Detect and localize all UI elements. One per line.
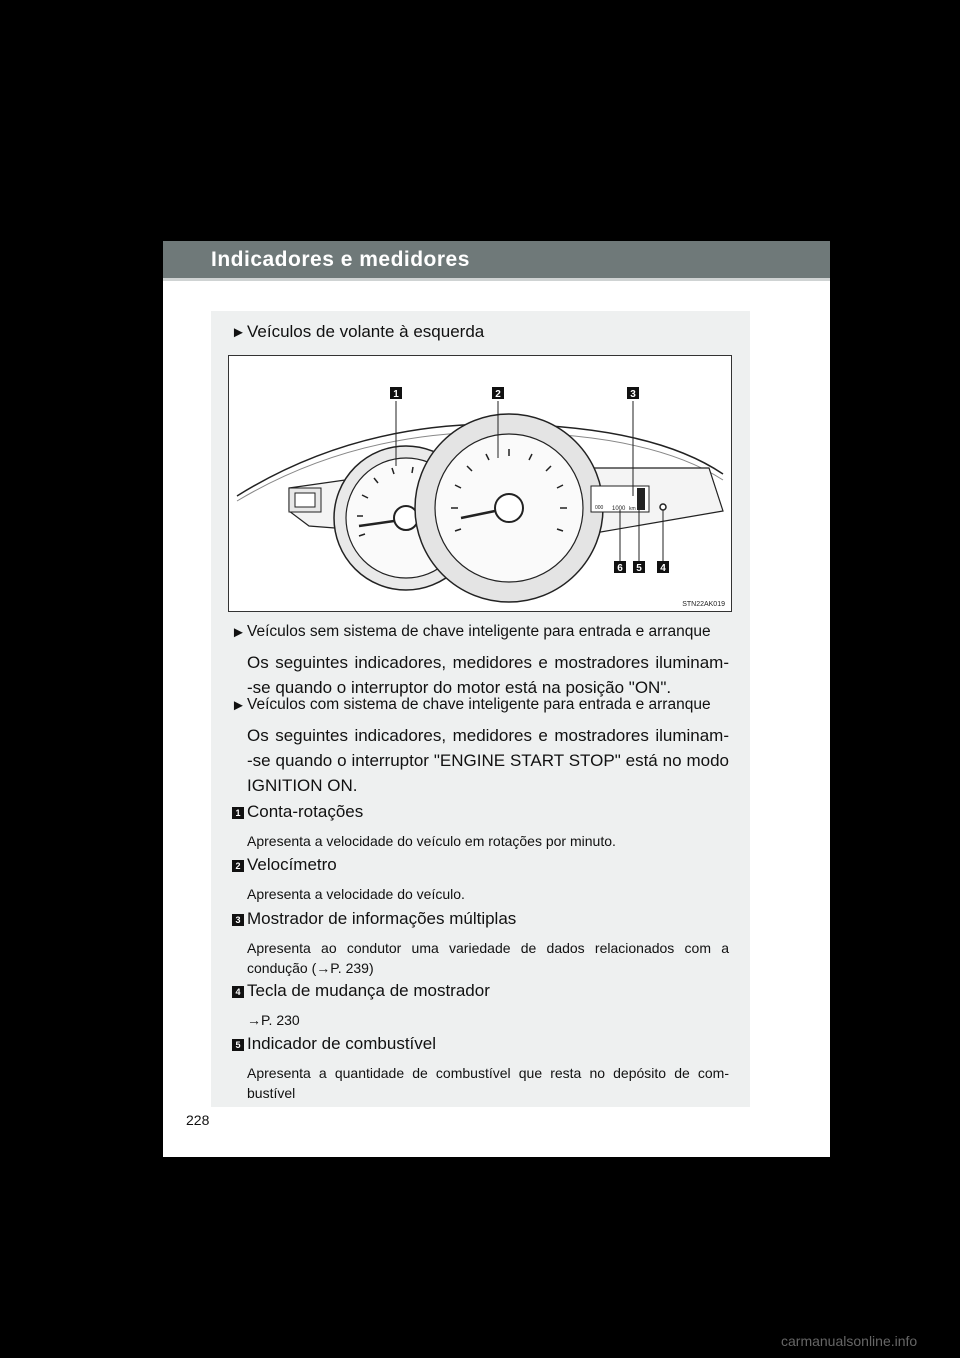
item-badge: 3: [232, 914, 244, 926]
variant-no-smart-key-label: Veículos sem sistema de chave inteligente para entrada e arranque: [247, 623, 711, 640]
item-desc-fuel-gauge: [247, 1063, 729, 1103]
desc-line: Apresenta a quantidade de combustível que resta no depósito de com-: [247, 1065, 729, 1081]
display-odometer-text: 1000: [612, 506, 626, 512]
item-title-speedometer: Velocímetro: [247, 855, 337, 874]
instrument-cluster-figure: [228, 355, 732, 612]
item-desc-tachometer: [247, 831, 729, 851]
variant-lhd-label: Veículos de volante à esquerda: [247, 322, 485, 341]
desc-line: Apresenta a velocidade do veículo.: [247, 886, 465, 902]
figure-code: STN22AK019: [682, 601, 725, 608]
item-badge: 5: [232, 1039, 244, 1051]
desc-line: condução (→P. 239): [247, 960, 374, 976]
item-desc-speedometer: [247, 884, 729, 904]
item-title-tachometer: Conta-rotações: [247, 802, 364, 821]
text-line: IGNITION ON.: [247, 776, 358, 795]
display-trip-text: 000: [595, 505, 604, 511]
item-title-display-change-button: Tecla de mudança de mostrador: [247, 981, 490, 1000]
display-unit-text: km: [629, 506, 636, 512]
desc-line: →P. 230: [247, 1012, 300, 1028]
triangle-bullet-icon: ►: [231, 324, 246, 341]
manual-page: [163, 241, 830, 1157]
item-desc-multi-info-display: [247, 938, 729, 978]
variant-smart-key-label: Veículos com sistema de chave inteligente para entrada e arranque: [247, 696, 711, 713]
content-panel: [211, 311, 750, 1107]
instrument-cluster-illustration: [229, 356, 731, 611]
watermark-site: carmanualsonline.info: [781, 1333, 918, 1349]
section-header: [163, 241, 830, 281]
triangle-bullet-icon: ►: [231, 697, 246, 714]
triangle-bullet-icon: ►: [231, 624, 246, 641]
item-badge: 2: [232, 860, 244, 872]
item-title-fuel-gauge: Indicador de combustível: [247, 1034, 436, 1053]
item-title-multi-info-display: Mostrador de informações múltiplas: [247, 909, 517, 928]
variant-smart-key-text: [247, 723, 729, 798]
callout-4: 4: [660, 563, 666, 574]
text-line: -se quando o interruptor do motor está na posição "ON".: [247, 678, 672, 697]
desc-line: Apresenta a velocidade do veículo em rotações por minuto.: [247, 833, 616, 849]
callout-2: 2: [495, 389, 501, 400]
callout-5: 5: [636, 563, 642, 574]
text-line: Os seguintes indicadores, medidores e mostradores iluminam-: [247, 726, 729, 745]
desc-line: bustível: [247, 1085, 296, 1101]
page-number: 228: [186, 1112, 210, 1128]
text-line: -se quando o interruptor "ENGINE START STOP" está no modo: [247, 751, 729, 770]
section-title: Indicadores e medidores: [211, 248, 470, 271]
item-desc-display-change-button: [247, 1010, 729, 1030]
callout-1: 1: [393, 389, 399, 400]
item-badge: 1: [232, 807, 244, 819]
desc-line: Apresenta ao condutor uma variedade de dados relacionados com a: [247, 940, 729, 956]
text-line: Os seguintes indicadores, medidores e mostradores iluminam-: [247, 653, 729, 672]
variant-no-smart-key-text: [247, 650, 729, 700]
item-badge: 4: [232, 986, 244, 998]
callout-3: 3: [630, 389, 636, 400]
callout-6: 6: [617, 563, 623, 574]
